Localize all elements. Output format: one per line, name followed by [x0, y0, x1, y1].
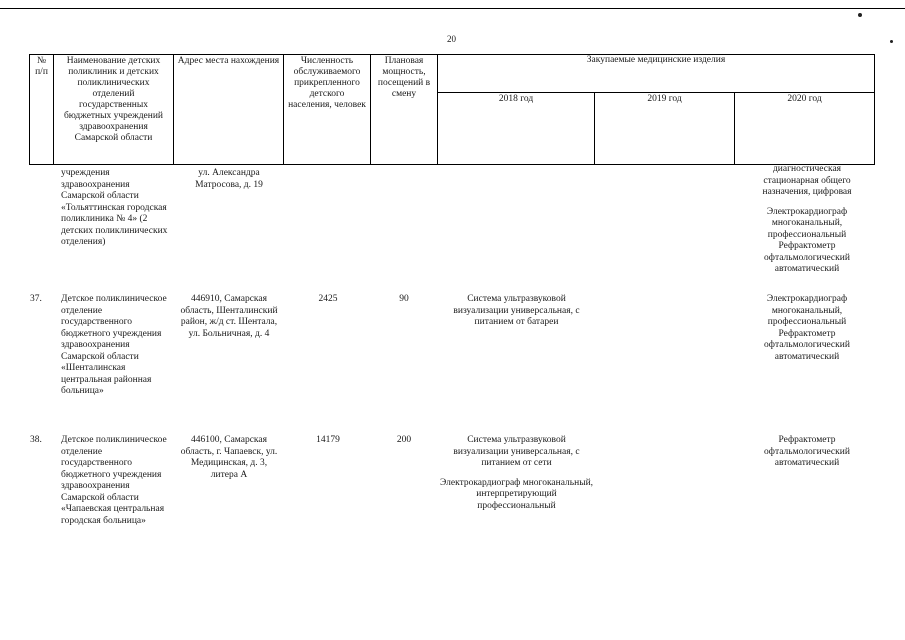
scan-speck: [858, 13, 862, 17]
header-capacity: Плановая мощность, посещений в смену: [370, 54, 438, 165]
header-name: Наименование детских поликлиник и детских поликлинических отделений государственных бюджетных учреждений здравоохранения Самарской области: [53, 54, 174, 165]
device-item: Электрокардиограф многоканальный, интерпретирующий профессиональный: [439, 477, 594, 511]
cell-devices-2020: [748, 435, 866, 478]
scan-speck: [890, 40, 893, 43]
header-2019: 2019 год: [594, 92, 735, 165]
cell-address: 446910, Самарская область, Шенталинский район, ж/д ст. Шентала, ул. Больничная, д. 4: [180, 294, 278, 339]
header-num: № п/п: [29, 54, 54, 165]
header-address: Адрес места нахождения: [173, 54, 284, 165]
cell-devices-2018: [439, 435, 594, 520]
cell-devices-2018: [439, 294, 594, 337]
cell-devices-2020: [748, 164, 866, 284]
cell-capacity: 90: [399, 294, 409, 304]
device-item: Электрокардиограф многоканальный, профессиональный Рефрактометр офтальмологический автоматический: [764, 206, 850, 274]
cell-population: 14179: [316, 435, 340, 445]
cell-address: 446100, Самарская область, г. Чапаевск, ул. Медицинская, д. 3, литера А: [180, 435, 278, 480]
cell-population: 2425: [318, 294, 338, 304]
page-number: 20: [447, 34, 456, 44]
cell-num: 38.: [30, 435, 42, 445]
device-item: Электрокардиограф многоканальный, профессиональный Рефрактометр офтальмологический автоматический: [764, 294, 850, 362]
cell-name: учреждения здравоохранения Самарской области «Тольяттинская городская поликлиника № 4» (2 детских поликлинических отделения): [61, 168, 168, 247]
header-population: Численность обслуживаемого прикрепленного детского населения, человек: [283, 54, 371, 165]
device-item: Система ультразвуковой визуализации универсальная, с питанием от батареи: [453, 294, 580, 327]
header-2018: 2018 год: [437, 92, 595, 165]
header-devices: Закупаемые медицинские изделия: [586, 55, 726, 65]
cell-name: Детское поликлиническое отделение государственного бюджетного учреждения здравоохранения Самарской области «Шенталинская центральная районная больница»: [61, 294, 167, 396]
cell-num: 37.: [30, 294, 42, 304]
header-2020: 2020 год: [734, 92, 875, 165]
cell-capacity: 200: [396, 435, 412, 445]
cell-name: Детское поликлиническое отделение государственного бюджетного учреждения здравоохранения Самарской области «Чапаевская центральная городская больница»: [61, 435, 167, 526]
cell-devices-2020: [748, 294, 866, 371]
cell-address: ул. Александра Матросова, д. 19: [195, 168, 263, 190]
device-item: диагностическая стационарная общего назначения, цифровая: [762, 164, 852, 197]
device-item: Система ультразвуковой визуализации универсальная, с питанием от сети: [453, 435, 580, 468]
device-item: Рефрактометр офтальмологический автоматический: [764, 435, 850, 468]
top-rule: [0, 8, 905, 9]
